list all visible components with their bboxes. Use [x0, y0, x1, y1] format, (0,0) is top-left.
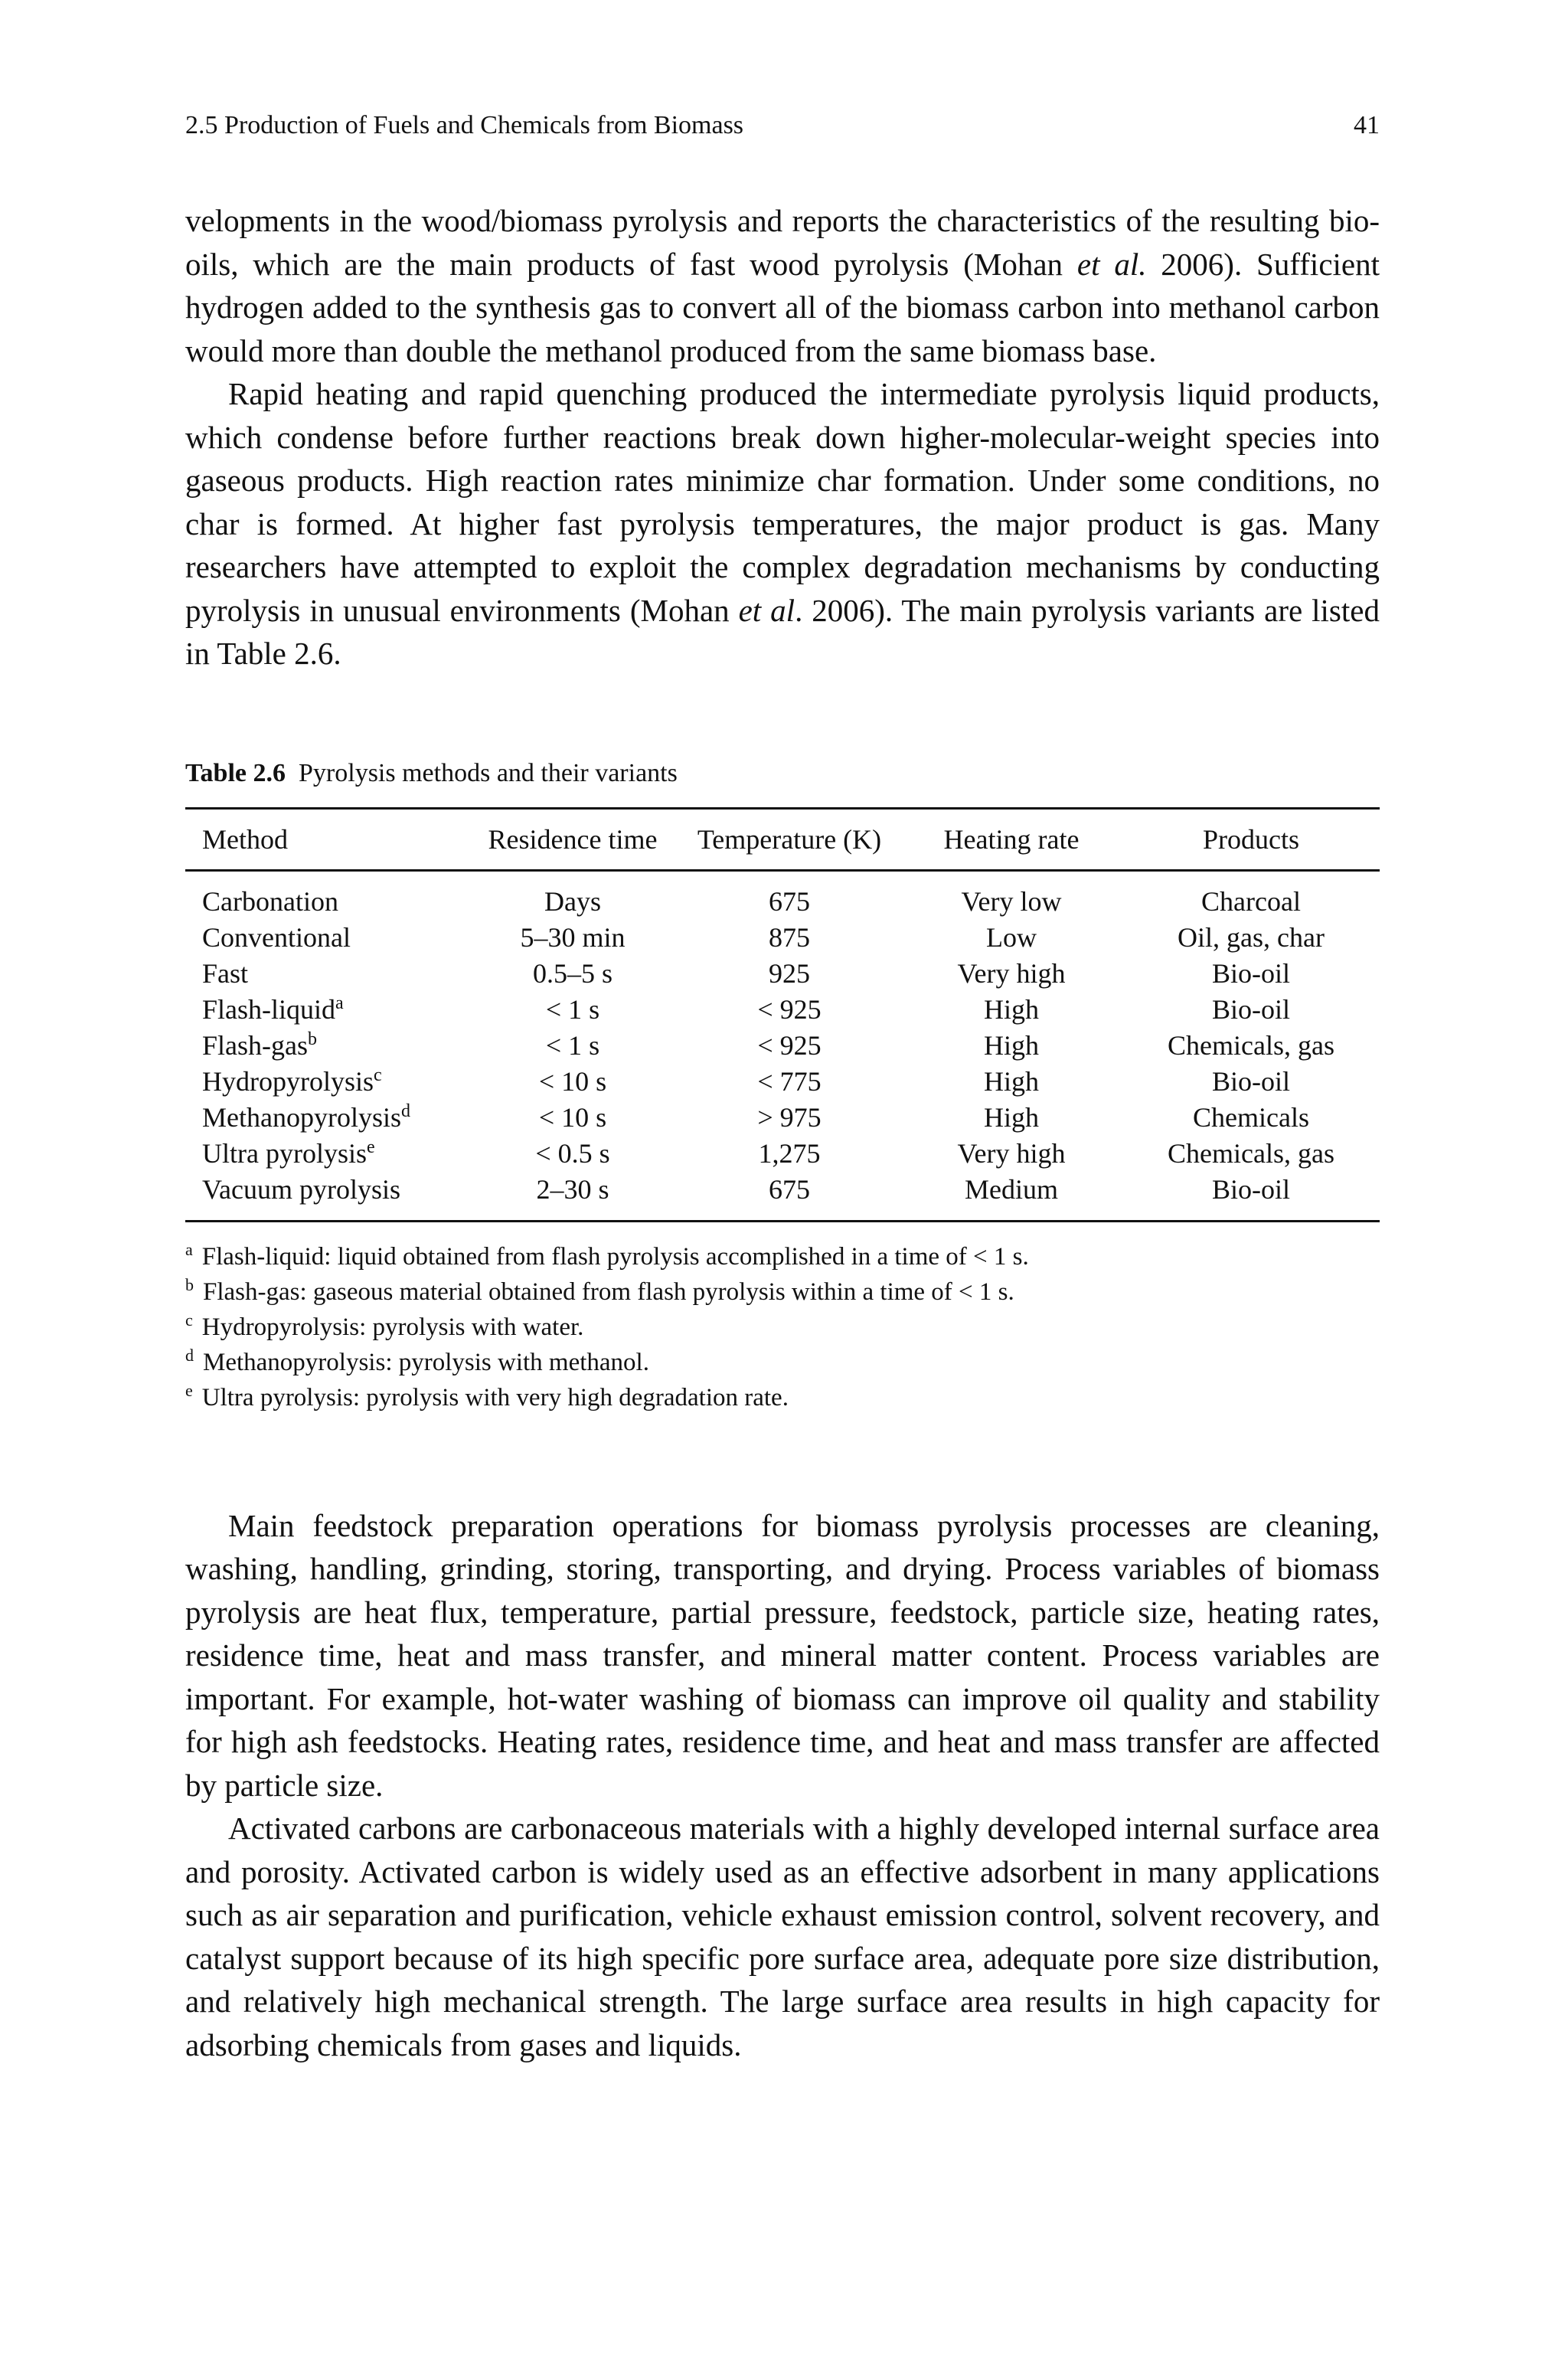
table-cell-rate: Low [986, 921, 1037, 953]
table-cell-temperature: 675 [769, 885, 810, 917]
table-cell-temperature: < 925 [757, 993, 822, 1025]
table-row [185, 1064, 1380, 1100]
table-block [185, 755, 1380, 1415]
table-cell-rate: High [984, 993, 1039, 1025]
footnote-marker: c [374, 1065, 382, 1085]
table-cell-rate: Medium [965, 1173, 1058, 1205]
table-cell-products: Charcoal [1201, 885, 1301, 917]
paragraph: Rapid heating and rapid quenching produced the intermediate pyrolysis liquid products, which condense before further reactions break down higher-molecular-weight species into gaseous products. High reaction rates minimize char formation. Under some conditions, no char is formed. At higher fast pyrolysis temperatures, the major product is gas. Many researchers have attempted to exploit the complex degradation mechanisms by conducting pyrolysis in unusual environments (Mohan et al. 2006). The main pyrolysis variants are listed in Table 2.6. [185, 376, 1380, 671]
column-header: Method [202, 823, 288, 855]
table-cell-method: Vacuum pyrolysis [202, 1173, 400, 1205]
table-cell-residence: < 1 s [545, 993, 600, 1025]
table-cell-method: Conventional [202, 921, 351, 953]
table-caption-label: Table 2.6 [185, 758, 286, 787]
table-cell-products: Bio-oil [1211, 957, 1290, 989]
table-cell-temperature: 1,275 [758, 1137, 821, 1169]
table-cell-residence: < 0.5 s [535, 1137, 610, 1169]
footnote-marker: e [366, 1137, 375, 1157]
table-row [185, 1136, 1380, 1172]
table-cell-rate: Very high [957, 957, 1066, 989]
table-cell-method: Fast [202, 957, 249, 989]
table-cell-residence: < 10 s [538, 1065, 607, 1097]
table-cell-temperature: < 925 [757, 1029, 822, 1061]
table-footnotes [185, 1239, 1380, 1415]
table-cell-rate: Very low [961, 885, 1062, 917]
table-cell-residence: 5–30 min [520, 921, 626, 953]
column-header: Heating rate [943, 823, 1080, 855]
table-cell-method: Carbonation [202, 885, 338, 917]
table-cell-products: Oil, gas, char [1178, 921, 1325, 953]
footnote-marker: d [400, 1101, 410, 1121]
footnote: $^a$ Flash-liquid: liquid obtained from flash pyrolysis accomplished in a time of < 1 s. [185, 1239, 1029, 1271]
table-cell-rate: High [984, 1029, 1039, 1061]
table-cell-residence: 0.5–5 s [532, 957, 612, 989]
table-cell-method: Methanopyrolysis$^d$ [202, 1101, 410, 1133]
table-cell-products: Bio-oil [1211, 1065, 1290, 1097]
table-row [185, 1028, 1380, 1064]
table-cell-method: Hydropyrolysis$^c$ [202, 1065, 382, 1097]
footnote: $^b$ Flash-gas: gaseous material obtained from flash pyrolysis within a time of < 1 s. [185, 1274, 1014, 1306]
column-header: Temperature (K) [697, 823, 882, 855]
table-row [185, 992, 1380, 1028]
book-page [185, 107, 1380, 2066]
footnote-marker: c [185, 1310, 193, 1330]
table-cell-method: Flash-liquid$^a$ [202, 993, 344, 1025]
paragraph: velopments in the wood/biomass pyrolysis and reports the characteristics of the resulting bio-oils, which are the main products of fast wood pyrolysis (Mohan et al. 2006). Sufficient hydrogen added to the synthesis gas to convert all of the biomass carbon into methanol carbon would more than double the methanol produced from the same biomass base. [185, 203, 1380, 368]
table-caption-text: Pyrolysis methods and their variants [299, 758, 678, 787]
table-cell-products: Bio-oil [1211, 1173, 1290, 1205]
footnote-marker: b [185, 1274, 194, 1294]
footnote-marker: a [335, 993, 344, 1013]
pyrolysis-methods-table [185, 807, 1380, 1222]
table-cell-products: Chemicals, gas [1168, 1029, 1334, 1061]
table-cell-rate: High [984, 1065, 1039, 1097]
paragraph: Activated carbons are carbonaceous materials with a highly developed internal surface area and porosity. Activated carbon is widely used as an effective adsorbent in many applications such as air separation and purification, vehicle exhaust emission control, solvent recovery, and catalyst support because of its high specific pore surface area, adequate pore size distribution, and relatively high mechanical strength. The large surface area results in high capacity for adsorbing chemicals from gases and liquids. [185, 1810, 1380, 2062]
table-header-row [185, 808, 1380, 870]
body-text-bottom [185, 1504, 1380, 2067]
table-caption [185, 755, 1380, 792]
table-cell-temperature: > 975 [757, 1101, 822, 1133]
column-header: Residence time [488, 823, 658, 855]
table-row [185, 920, 1380, 956]
running-header [185, 107, 1380, 144]
table-row [185, 1100, 1380, 1136]
section-title: 2.5 Production of Fuels and Chemicals from Biomass [185, 111, 744, 139]
table-row [185, 1172, 1380, 1222]
table-cell-products: Chemicals, gas [1168, 1137, 1334, 1169]
table-cell-products: Chemicals [1193, 1101, 1309, 1133]
table-cell-residence: Days [544, 885, 601, 917]
table-cell-rate: High [984, 1101, 1039, 1133]
table-cell-temperature: 675 [769, 1173, 810, 1205]
table-cell-temperature: 875 [769, 921, 810, 953]
footnote-marker: d [185, 1345, 194, 1365]
table-body [185, 870, 1380, 1221]
table-cell-rate: Very high [957, 1137, 1066, 1169]
footnote: $^d$ Methanopyrolysis: pyrolysis with methanol. [185, 1345, 649, 1376]
table-cell-method: Flash-gas$^b$ [202, 1029, 317, 1061]
column-header: Products [1203, 823, 1299, 855]
table-row [185, 956, 1380, 992]
table-cell-products: Bio-oil [1211, 993, 1290, 1025]
page-number: 41 [1354, 111, 1380, 139]
table-cell-residence: < 10 s [538, 1101, 607, 1133]
footnote: $^e$ Ultra pyrolysis: pyrolysis with very high degradation rate. [185, 1380, 789, 1411]
table-cell-residence: < 1 s [545, 1029, 600, 1061]
footnote-marker: b [308, 1029, 317, 1049]
footnote: $^c$ Hydropyrolysis: pyrolysis with water. [185, 1310, 584, 1341]
footnote-marker: a [185, 1239, 193, 1259]
footnote-marker: e [185, 1380, 193, 1400]
table-cell-residence: 2–30 s [536, 1173, 609, 1205]
table-row [185, 870, 1380, 920]
table-cell-temperature: < 775 [757, 1065, 822, 1097]
table-cell-method: Ultra pyrolysis$^e$ [202, 1137, 375, 1169]
table-cell-temperature: 925 [769, 957, 810, 989]
paragraph: Main feedstock preparation operations for biomass pyrolysis processes are cleaning, washing, handling, grinding, storing, transporting, and drying. Process variables of biomass pyrolysis are heat flux, temperature, partial pressure, feedstock, particle size, heating rates, residence time, heat and mass transfer, and mineral matter content. Process variables are important. For example, hot-water washing of biomass can improve oil quality and stability for high ash feedstocks. Heating rates, residence time, and heat and mass transfer are affected by particle size. [185, 1507, 1380, 1803]
